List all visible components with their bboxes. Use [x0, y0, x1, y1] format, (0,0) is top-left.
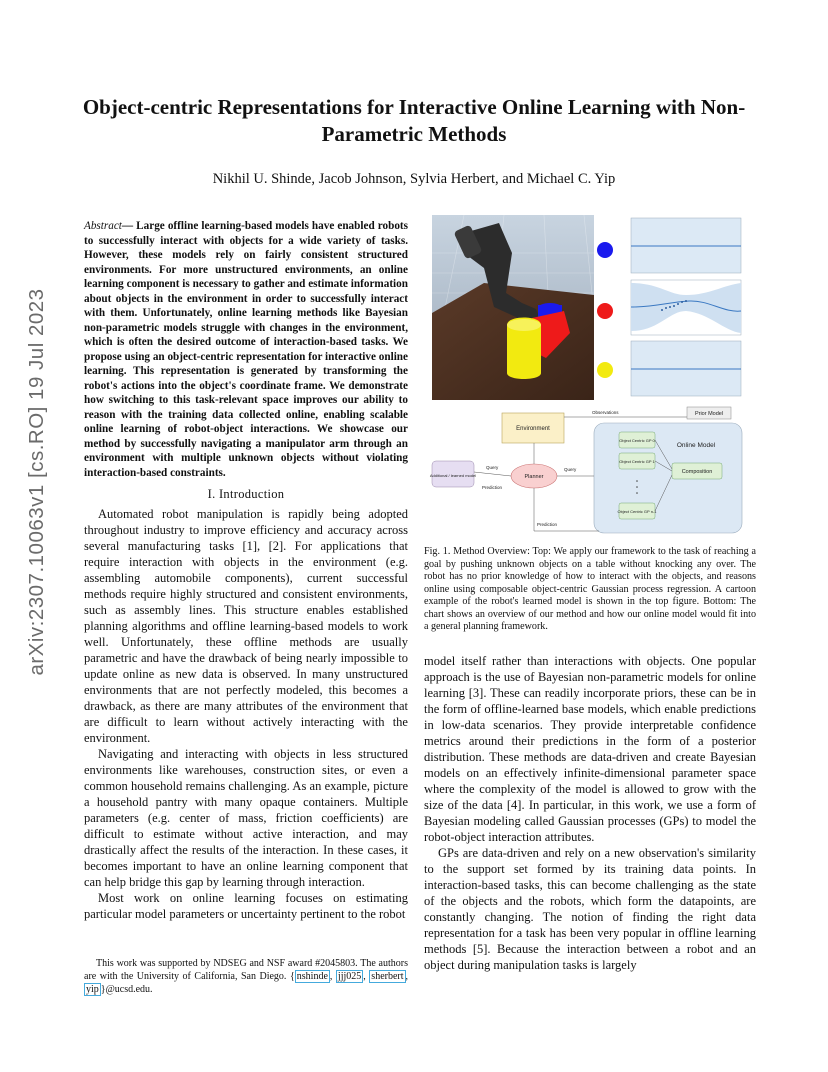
paragraph: Navigating and interacting with objects in less structured environments like warehouses, construction sites, or even a common household remains challenging. As an example, picture a household pantry with many opaque containers. Multiple parameters (e.g. center of mass, friction coefficients) are difficult to estimate without active interaction, and may drastically affect the results of the interaction. In these cases, it becomes important to have an online learning component that can help bridge this gap by learning through interaction.	[84, 747, 408, 889]
email-link[interactable]: jjj025	[337, 971, 362, 982]
svg-text:Environment: Environment	[516, 426, 550, 432]
paragraph: Most work on online learning focuses on estimating particular model parameters or uncertainty pertinent to the robot	[84, 891, 408, 921]
figure-caption: Fig. 1. Method Overview: Top: We apply our framework to the task of reaching a goal by pushing unknown objects on a table without knocking any over. The robot has no prior knowledge of how to interact with the objects, and reasons online using composable object-centric Gaussian process regression. A cartoon example of the robot's learned model is shown in the top figure. Bottom: The chart shows an overview of our method and how our online model would fit into a general planning framework.	[424, 546, 756, 632]
right-column-body	[424, 653, 756, 973]
svg-text:Query: Query	[564, 467, 577, 472]
paragraph: Automated robot manipulation is rapidly being adopted throughout industry to improve efficiency and accuracy across several manufacturing tasks [1], [2]. For applications that require interaction with objects in the environment (e.g. assembling automobile components), current successful methods require highly structured and consistent environments, such as assembly lines. This structure enables established planning algorithms and offline learning-based models to work well. Unfortunately, these offline methods are usually parametric and have the drawback of being nearly impossible to update online as new data is observed. In many unstructured environments that are not perfectly modeled, this becomes a drawback, as there are many attributes of the environment that are difficult to learn without actively interacting with the environment.	[84, 507, 408, 745]
svg-text:Query: Query	[486, 465, 499, 470]
svg-text:Additional / learned model: Additional / learned model	[429, 473, 477, 478]
gp-plot-yellow	[631, 341, 741, 396]
svg-text:Observations: Observations	[592, 410, 619, 415]
footnote-text: This work was supported by NDSEG and NSF award #2045803. The authors are with the University of California, San Diego. {	[84, 958, 408, 982]
footnote-text: }@ucsd.edu.	[100, 984, 153, 995]
abstract-text: — Large offline learning-based models have enabled robots to successfully interact with objects for a wide variety of tasks. However, these models rely on fairly consistent structured environments. For more unstructured environments, an online learning component is necessary to gather and estimate information about objects in the environment in order to successfully interact with them. Unfortunately, online learning methods like Bayesian non-parametric models struggle with changes in the environment, which is often the desired outcome of interaction-based tasks. We propose using an object-centric representation for interactive online learning. This representation is generated by transforming the robot's actions into the object's coordinate frame. We demonstrate how switching to this task-relevant space improves our ability to reason with the training data collected online, enabling scalable online learning of robot-object interactions. We showcase our method by successfully navigating a manipulator arm through an environment with multiple unknown objects without violating interaction-based constraints.	[84, 220, 408, 479]
abstract	[84, 219, 408, 480]
email-link[interactable]: nshinde	[296, 971, 328, 982]
svg-text:Object Centric GP n-1: Object Centric GP n-1	[617, 509, 657, 514]
svg-text:Planner: Planner	[524, 474, 544, 480]
robot-scene-render	[432, 215, 594, 400]
prior-model-label: Prior Model	[694, 411, 724, 417]
arxiv-watermark	[22, 290, 52, 680]
svg-text:Prediction: Prediction	[482, 485, 503, 490]
gp-plot-red	[631, 280, 741, 335]
abstract-label: Abstract	[84, 220, 122, 232]
paper-title: Object-centric Representations for Interactive Online Learning with Non-Parametric Methods	[82, 95, 746, 146]
svg-text:Composition: Composition	[681, 469, 713, 475]
red-object-marker	[597, 303, 613, 319]
method-flowchart	[430, 407, 742, 533]
yellow-object-marker	[597, 362, 613, 378]
email-link[interactable]: yip	[86, 984, 99, 995]
left-column-body	[84, 506, 408, 922]
section-heading: I. Introduction	[207, 487, 285, 501]
online-model-label: Online Model	[676, 442, 716, 449]
svg-text:Object Centric GP 0: Object Centric GP 0	[619, 438, 655, 443]
paragraph: model itself rather than interactions with objects. One popular approach is the use of Bayesian non-parametric models for online learning [3]. These can readily incorporate priors, these can be in the form of offline-learned base models, which enable predictions in low-data scenarios. They provide interpretable confidence metrics around their predictions in the form of a posterior distribution. These methods are data-driven and create Bayesian models on an effectively infinite-dimensional parameter space where the complexity of the model is allowed to grow with the size of the data [4]. In particular, in this work, we use a form of Bayesian modeling called Gaussian processes (GPs) to model the robot-object interaction attributes.	[424, 654, 756, 844]
svg-text:Prediction: Prediction	[537, 522, 558, 527]
blue-object-marker	[597, 242, 613, 258]
email-link[interactable]: sherbert	[371, 971, 404, 982]
figure-1	[424, 213, 756, 538]
arxiv-id: arXiv:2307.10063v1 [cs.RO] 19 Jul 2023	[25, 288, 48, 676]
footnote: This work was supported by NDSEG and NSF award #2045803. The authors are with the University of California, San Diego. { nshinde , jjj025 , sherbert , yip }@ucsd.edu.	[84, 958, 409, 995]
gp-plot-blue	[631, 218, 741, 273]
paragraph: GPs are data-driven and rely on a new observation's similarity to the support set formed by its training data points. In interaction-based tasks, this can become challenging as the state of the objects and the robots, which form the datapoints, are constantly changing. The notion of finding the right data representation for a task has been very popular in offline learning methods [5]. Because the interaction between a robot and an object during manipulation tasks is largely	[424, 846, 756, 972]
svg-text:Object Centric GP 1: Object Centric GP 1	[619, 459, 655, 464]
author-list: Nikhil U. Shinde, Jacob Johnson, Sylvia Herbert, and Michael C. Yip	[212, 171, 616, 187]
